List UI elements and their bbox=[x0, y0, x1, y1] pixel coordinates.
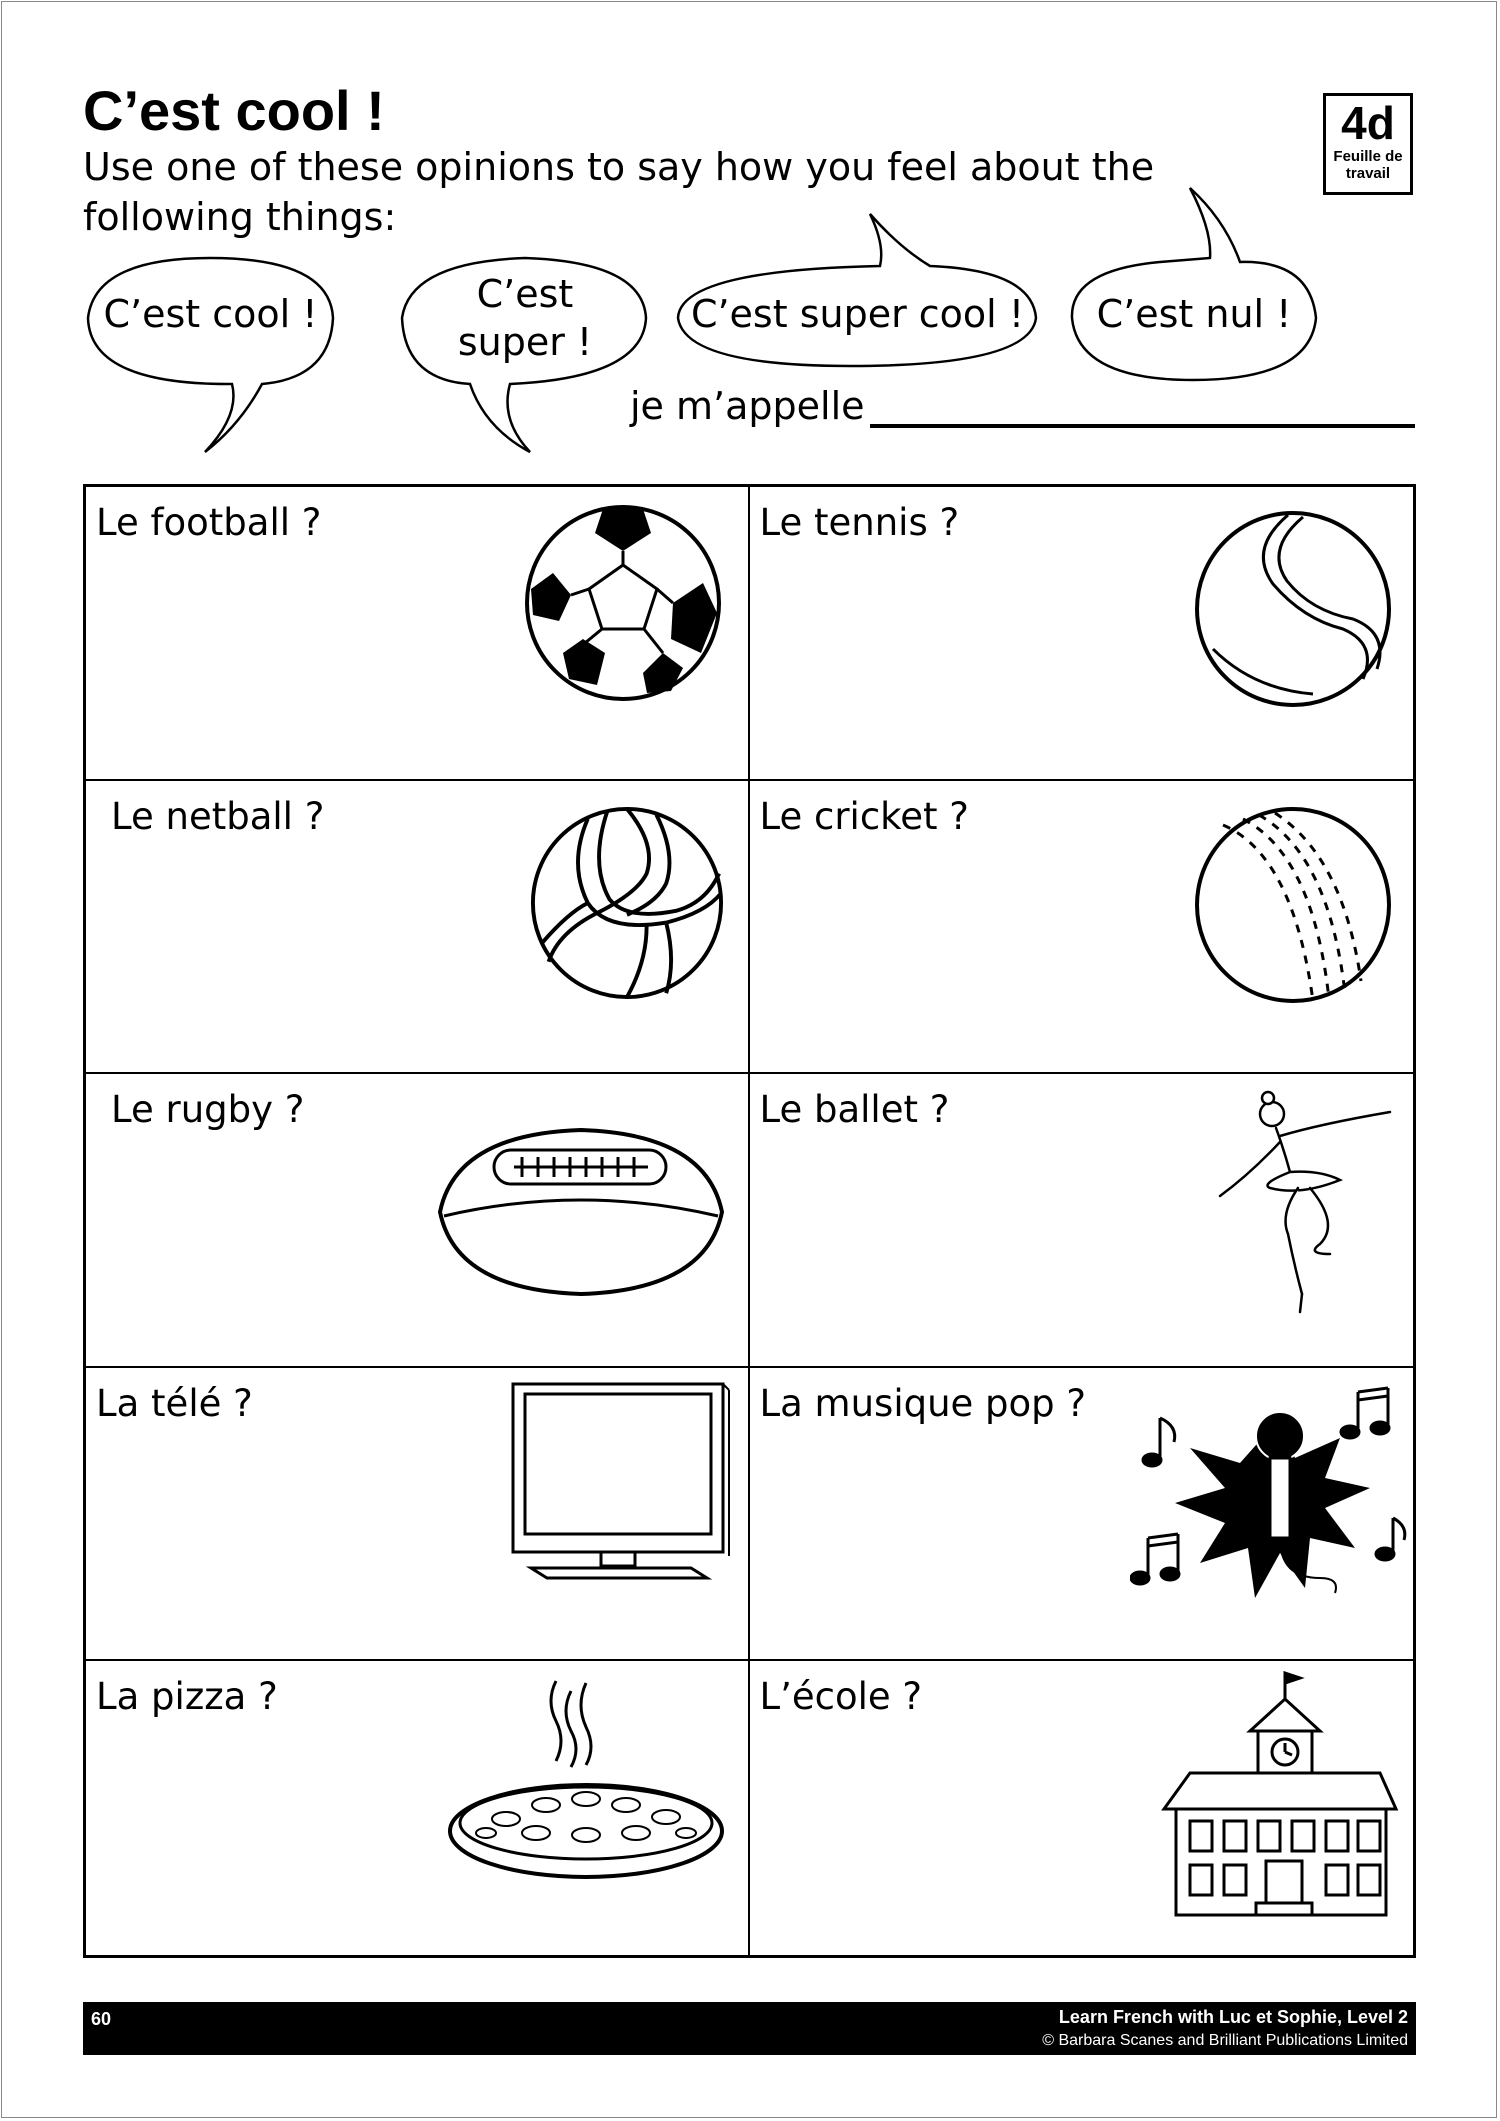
grid-cell-tennis[interactable] bbox=[750, 487, 1414, 781]
grid-cell-rugby[interactable] bbox=[86, 1074, 750, 1368]
opinion-grid bbox=[83, 484, 1416, 1958]
item-label: La musique pop ? bbox=[759, 1381, 1087, 1425]
microphone-music-icon bbox=[1130, 1378, 1410, 1618]
opinion-2: C’est super ! bbox=[457, 272, 593, 364]
name-input-line[interactable] bbox=[870, 424, 1415, 428]
badge-subtitle: Feuille de travail bbox=[1333, 148, 1403, 182]
grid-cell-tv[interactable] bbox=[86, 1368, 750, 1662]
rugby-ball-icon bbox=[436, 1124, 726, 1299]
opinion-1: C’est cool ! bbox=[103, 292, 318, 336]
book-title: Learn French with Luc et Sophie, Level 2 bbox=[1058, 2007, 1408, 2027]
page-number: 60 bbox=[91, 2009, 112, 2029]
item-label: Le football ? bbox=[96, 501, 322, 544]
television-icon bbox=[511, 1382, 731, 1588]
grid-cell-netball[interactable] bbox=[86, 781, 750, 1075]
item-label: Le rugby ? bbox=[111, 1088, 305, 1132]
netball-icon bbox=[529, 805, 725, 1001]
badge-code: 4d bbox=[1341, 97, 1395, 149]
grid-cell-school[interactable] bbox=[750, 1661, 1414, 1955]
item-label: La télé ? bbox=[96, 1381, 253, 1425]
speech-bubble-4 bbox=[1072, 188, 1316, 380]
item-label: Le cricket ? bbox=[759, 794, 969, 838]
cricket-ball-icon bbox=[1193, 805, 1393, 1005]
page-footer bbox=[83, 2002, 1416, 2055]
item-label: La pizza ? bbox=[96, 1675, 278, 1719]
grid-cell-cricket[interactable] bbox=[750, 781, 1414, 1075]
item-label: Le ballet ? bbox=[759, 1088, 950, 1132]
football-icon bbox=[523, 503, 723, 703]
name-label: je m’appelle bbox=[630, 384, 865, 428]
instructions-text: Use one of these opinions to say how you feel about the following things: bbox=[83, 145, 1155, 239]
school-building-icon bbox=[1160, 1669, 1400, 1924]
pizza-icon bbox=[446, 1671, 731, 1881]
grid-cell-football[interactable] bbox=[86, 487, 750, 781]
grid-cell-ballet[interactable] bbox=[750, 1074, 1414, 1368]
page-title: C’est cool ! bbox=[83, 79, 385, 142]
speech-bubble-1 bbox=[88, 258, 333, 452]
copyright-notice: © Barbara Scanes and Brilliant Publications Limited bbox=[1042, 2032, 1408, 2049]
item-label: Le netball ? bbox=[111, 794, 325, 838]
grid-cell-pop-music[interactable] bbox=[750, 1368, 1414, 1662]
opinion-3: C’est super cool ! bbox=[690, 292, 1025, 336]
item-label: Le tennis ? bbox=[759, 501, 960, 544]
ballerina-icon bbox=[1210, 1084, 1400, 1324]
tennis-ball-icon bbox=[1193, 509, 1393, 709]
item-label: L’école ? bbox=[759, 1675, 923, 1719]
opinion-4: C’est nul ! bbox=[1096, 292, 1292, 336]
grid-cell-pizza[interactable] bbox=[86, 1661, 750, 1955]
